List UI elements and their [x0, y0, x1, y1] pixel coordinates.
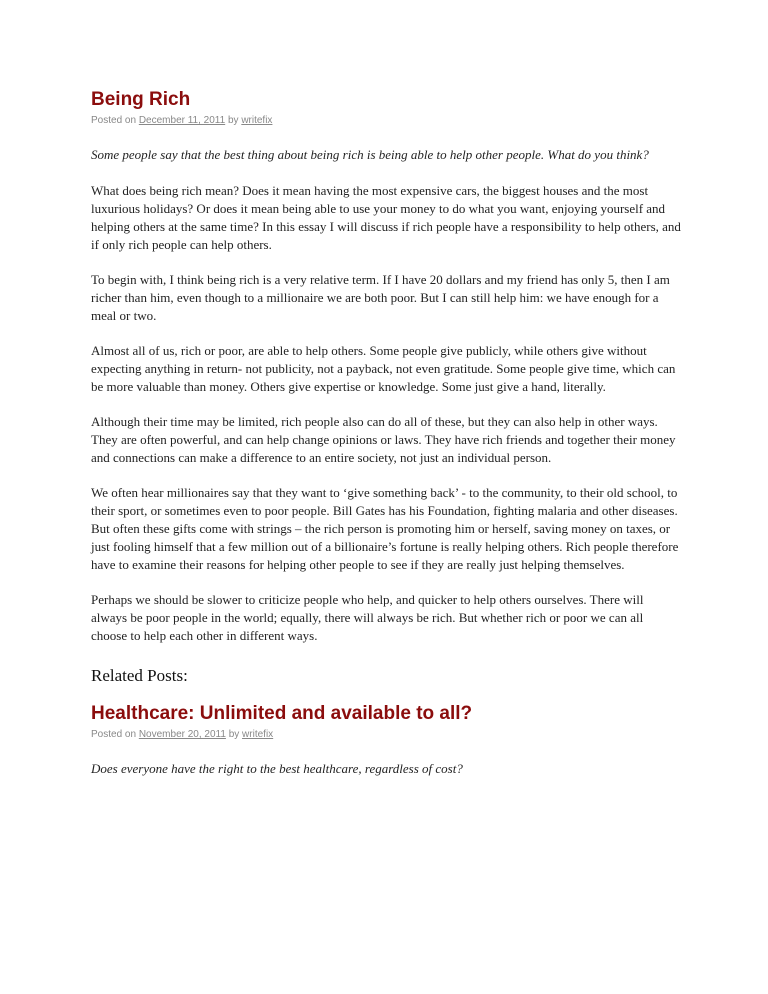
paragraph-5: We often hear millionaires say that they want to ‘give something back’ - to the community, to their old school, to their sport, or sometimes even to poor people. Bill Gates has his Foundation, fighting malaria and other diseases. But often these gifts come with strings – the rich person is promoting him or herself, saving money on taxes, or just fooling himself that a few million out of a billionaire’s fortune is really helping others. Rich people therefore have to examine their reasons for helping other people to see if they are really just helping themselves. — [91, 485, 679, 572]
paragraph-1: What does being rich mean? Does it mean having the most expensive cars, the biggest houses and the most luxurious holidays? Or does it mean being able to use your money to do what you want, enjoying yourself and helping others at the same time? In this essay I will discuss if rich people have a responsibility to help others, and if only rich people can help others. — [91, 183, 681, 252]
related-post-date-link[interactable]: November 20, 2011 — [138, 729, 226, 740]
related-post-lede: Does everyone have the right to the best healthcare, regardless of cost? — [91, 761, 463, 776]
paragraph-2: To begin with, I think being rich is a very relative term. If I have 20 dollars and my friend has only 5, then I am richer than him, even though to a millionaire we are both poor. But I can still help him: we have enough for a meal or two. — [91, 272, 670, 323]
paragraph-3: Almost all of us, rich or poor, are able to help others. Some people give publicly, while others give without expecting anything in return- not publicity, not a payback, not even gratitude. Some people give time, which can be more valuable than money. Others give expertise or knowledge. Some just give a hand, literally. — [91, 343, 676, 394]
related-by-label: by — [228, 729, 240, 740]
post-lede: Some people say that the best thing about being rich is being able to help other people. What do you think? — [91, 147, 649, 162]
related-post-title[interactable]: Healthcare: Unlimited and available to all? — [91, 703, 473, 724]
posted-on-label: Posted on — [91, 115, 137, 126]
paragraph-6: Perhaps we should be slower to criticize people who help, and quicker to help others ourselves. There will always be poor people in the world; equally, there will always be rich. But whether rich or poor we can all choose to help each other in different ways. — [91, 592, 644, 643]
post-date-link[interactable]: December 11, 2011 — [138, 115, 226, 126]
related-post-author-link[interactable]: writefix — [242, 729, 274, 740]
related-post-meta — [91, 728, 681, 742]
related-posted-on-label: Posted on — [91, 729, 137, 740]
post-title[interactable]: Being Rich — [91, 89, 191, 110]
page-content — [91, 90, 681, 779]
paragraph-4: Although their time may be limited, rich people also can do all of these, but they can also help in other ways. They are often powerful, and can help change opinions or laws. They have rich friends and together their money and connections can make a difference to an entire society, not just an individual person. — [91, 414, 676, 465]
by-label: by — [227, 115, 239, 126]
related-posts-heading: Related Posts: — [91, 666, 188, 685]
post-meta — [91, 114, 681, 128]
post-author-link[interactable]: writefix — [241, 115, 273, 126]
